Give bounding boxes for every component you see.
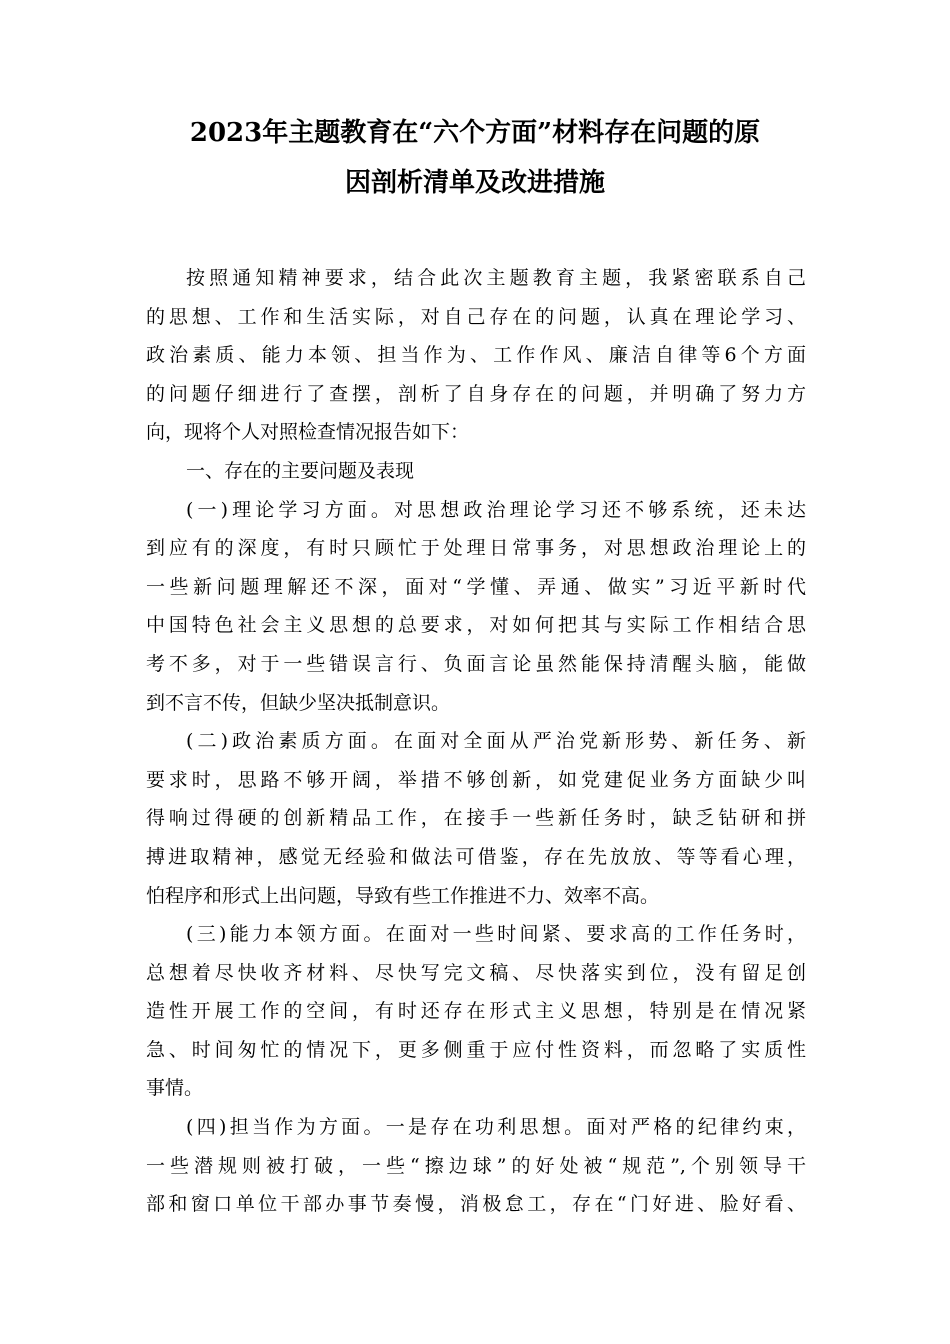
body-text-line: 按照通知精神要求，结合此次主题教育主题，我紧密联系自己: [186, 267, 806, 289]
body-text-line: 搏进取精神，感觉无经验和做法可借鉴，存在先放放、等等看心理，: [146, 845, 806, 868]
document-title-line-1: 2023年主题教育在“六个方面”材料存在问题的原: [189, 118, 761, 148]
body-text-line: 中国特色社会主义思想的总要求，对如何把其与实际工作相结合思: [146, 614, 806, 637]
body-text-line: (二)政治素质方面。在面对全面从严治党新形势、新任务、新: [186, 730, 806, 753]
body-text-line: 政治素质、能力本领、担当作为、工作作风、廉洁自律等6个方面: [146, 344, 806, 367]
body-text-line: 总想着尽快收齐材料、尽快写完文稿、尽快落实到位，没有留足创: [146, 961, 806, 984]
body-text-line: (四)担当作为方面。一是存在功利思想。面对严格的纪律约束，: [186, 1116, 806, 1139]
document-title-line-2: 因剖析清单及改进措施: [344, 168, 605, 198]
body-text-line: 的问题仔细进行了查摆，剖析了自身存在的问题，并明确了努力方: [146, 382, 806, 405]
body-text-line: 要求时，思路不够开阔，举措不够创新，如党建促业务方面缺少叫: [146, 768, 806, 791]
body-text-line: 造性开展工作的空间，有时还存在形式主义思想，特别是在情况紧: [146, 1000, 806, 1023]
body-text-line: 得响过得硬的创新精品工作，在接手一些新任务时，缺乏钻研和拼: [146, 807, 806, 830]
body-text-line: 的思想、工作和生活实际，对自己存在的问题，认真在理论学习、: [146, 305, 806, 328]
body-text-line: (三)能力本领方面。在面对一些时间紧、要求高的工作任务时，: [186, 923, 806, 946]
body-text-line: 怕程序和形式上出问题，导致有些工作推进不力、效率不高。: [146, 884, 660, 907]
body-text-line: 向，现将个人对照检查情况报告如下：: [146, 421, 470, 444]
body-text-line: 到应有的深度，有时只顾忙于处理日常事务，对思想政治理论上的: [146, 537, 806, 560]
body-text-line: 考不多，对于一些错误言行、负面言论虽然能保持清醒头脑，能做: [146, 652, 806, 675]
body-text-line: 部和窗口单位干部办事节奏慢，消极怠工，存在“门好进、脸好看、: [146, 1193, 806, 1216]
body-text-line: 一、存在的主要问题及表现: [186, 459, 415, 482]
body-text-line: 急、时间匆忙的情况下，更多侧重于应付性资料，而忽略了实质性: [146, 1038, 806, 1061]
body-text-line: (一)理论学习方面。对思想政治理论学习还不够系统，还未达: [186, 498, 806, 521]
body-text-line: 一些潜规则被打破，一些“擦边球”的好处被“规范”,个别领导干: [146, 1154, 806, 1177]
body-text-line: 到不言不传，但缺少坚决抵制意识。: [146, 691, 451, 714]
body-text-line: 一些新问题理解还不深，面对“学懂、弄通、做实”习近平新时代: [146, 575, 806, 598]
document-body: [146, 262, 806, 1227]
body-text-line: 事情。: [146, 1077, 204, 1100]
